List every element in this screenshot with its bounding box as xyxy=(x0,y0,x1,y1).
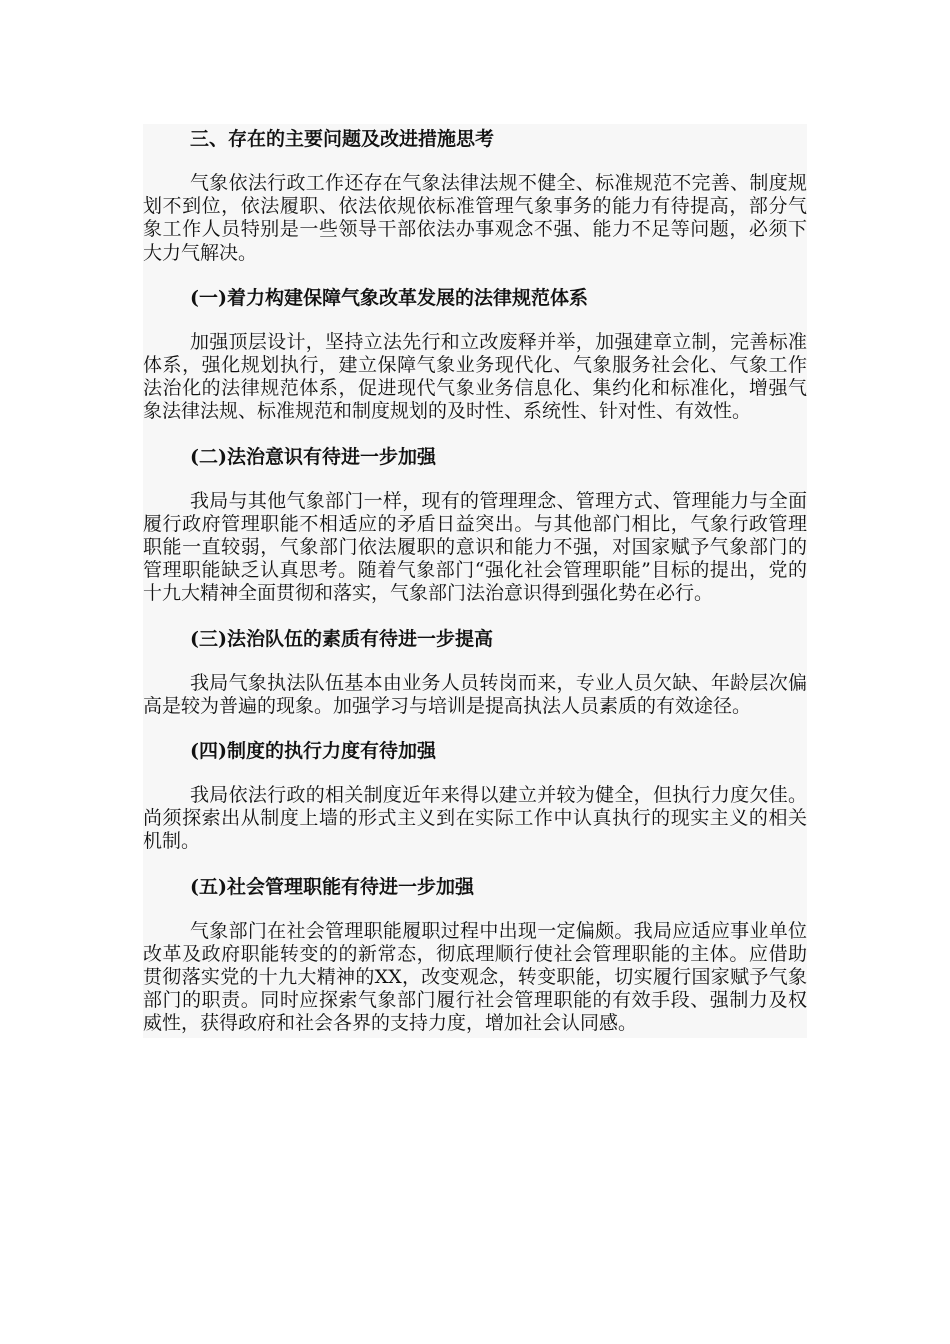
document-page xyxy=(143,124,807,1038)
section-heading: (二)法治意识有待进一步加强 xyxy=(190,445,436,468)
section-heading: (三)法治队伍的素质有待进一步提高 xyxy=(190,627,493,650)
section-heading: (四)制度的执行力度有待加强 xyxy=(190,740,436,763)
section-rule-of-law-awareness xyxy=(143,444,807,606)
section-social-management xyxy=(143,874,807,1036)
section-enforcement xyxy=(143,738,807,854)
section-paragraph: 我局与其他气象部门一样，现有的管理理念、管理方式、管理能力与全面履行政府管理职能不相适应的矛盾日益突出。与其他部门相比，气象行政管理职能一直较弱，气象部门依法履职的意识和能力不强，对国家赋予气象部门的管理职能缺乏认真思考。随着气象部门“强化社会管理职能”目标的提出，党的十九大精神全面贯彻和落实，气象部门法治意识得到强化势在必行。 xyxy=(143,489,807,605)
section-heading: (一)着力构建保障气象改革发展的法律规范体系 xyxy=(190,286,588,309)
section-paragraph: 加强顶层设计，坚持立法先行和立改废释并举，加强建章立制，完善标准体系，强化规划执行，建立保障气象业务现代化、气象服务社会化、气象工作法治化的法律规范体系，促进现代气象业务信息化、集约化和标准化，增强气象法律法规、标准规范和制度规划的及时性、系统性、针对性、有效性。 xyxy=(143,330,807,423)
section-paragraph: 气象依法行政工作还存在气象法律法规不健全、标准规范不完善、制度规划不到位，依法履职、依法依规依标准管理气象事务的能力有待提高，部分气象工作人员特别是一些领导干部依法办事观念不强、能力不足等问题，必须下大力气解决。 xyxy=(143,172,807,264)
section-problems xyxy=(143,126,807,265)
section-legal-framework xyxy=(143,285,807,424)
section-team-quality xyxy=(143,626,807,718)
section-heading: 三、存在的主要问题及改进措施思考 xyxy=(190,128,495,150)
section-heading: (五)社会管理职能有待进一步加强 xyxy=(190,875,474,898)
section-paragraph: 我局气象执法队伍基本由业务人员转岗而来，专业人员欠缺、年龄层次偏高是较为普遍的现象。加强学习与培训是提高执法人员素质的有效途径。 xyxy=(143,671,807,717)
section-paragraph: 气象部门在社会管理职能履职过程中出现一定偏颇。我局应适应事业单位改革及政府职能转变的的新常态，彻底理顺行使社会管理职能的主体。应借助贯彻落实党的十九大精神的XX，改变观念，转变职能，切实履行国家赋予气象部门的职责。同时应探索气象部门履行社会管理职能的有效手段、强制力及权威性，获得政府和社会各界的支持力度，增加社会认同感。 xyxy=(143,919,807,1035)
section-paragraph: 我局依法行政的相关制度近年来得以建立并较为健全，但执行力度欠佳。尚须探索出从制度上墙的形式主义到在实际工作中认真执行的现实主义的相关机制。 xyxy=(143,784,807,853)
